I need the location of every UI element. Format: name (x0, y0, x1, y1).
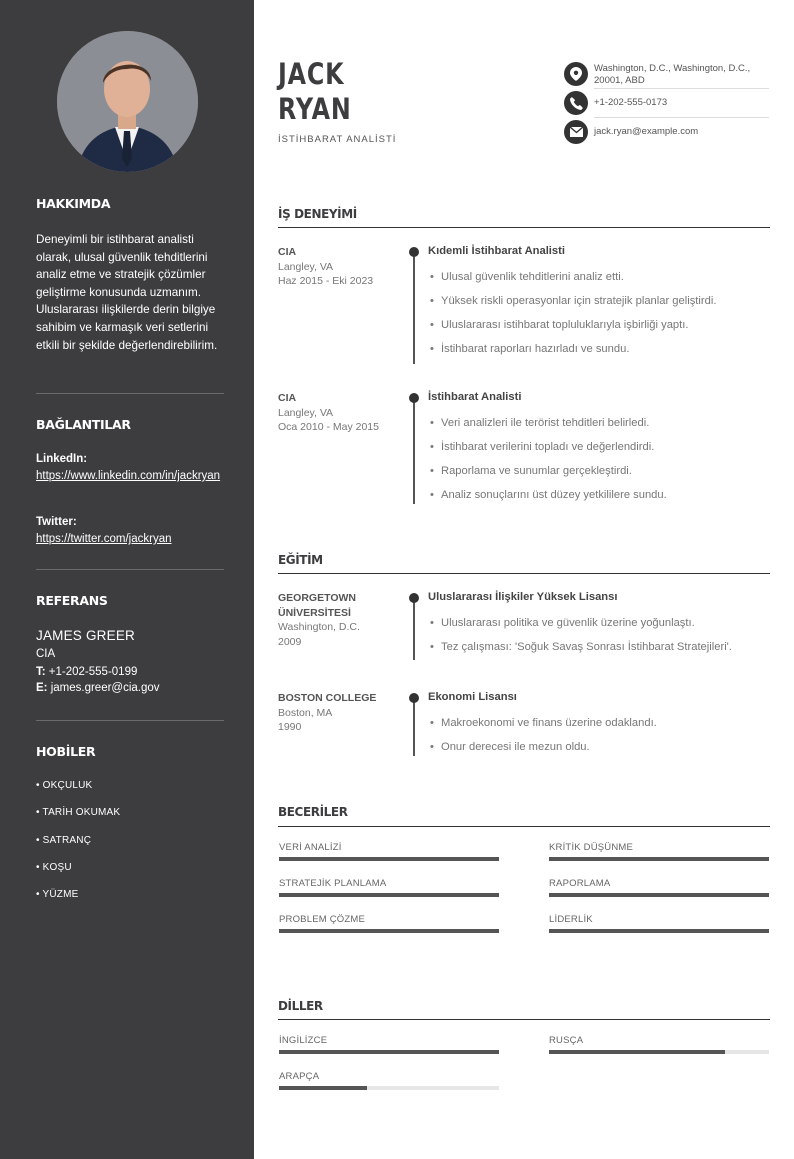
skill-bar-fill (549, 857, 769, 861)
section-divider (278, 826, 770, 827)
reference-org: CIA (36, 648, 56, 660)
linkedin-link[interactable]: https://www.linkedin.com/in/jackryan (36, 470, 221, 482)
skill-bar (279, 893, 499, 897)
skill-bar (549, 893, 769, 897)
timeline-dot (409, 247, 419, 257)
reference-phone (36, 666, 137, 678)
experience-bullet: • Ulusal güvenlik tehditlerini analiz etti. (430, 271, 624, 283)
skill-bar-fill (549, 929, 769, 933)
email-text[interactable]: jack.ryan@example.com (594, 126, 699, 137)
phone-text: +1-202-555-0173 (594, 97, 668, 108)
experience-org (278, 245, 398, 289)
language-label: RUSÇA (549, 1035, 584, 1046)
twitter-label: Twitter: (36, 516, 77, 528)
skills-heading: BECERİLER (278, 805, 348, 819)
education-bullet: • Tez çalışması: 'Soğuk Savaş Sonrası İstihbarat Stratejileri'. (430, 641, 732, 653)
role-title: İstihbarat Analisti (428, 391, 522, 403)
sidebar (0, 0, 254, 1159)
divider (36, 720, 224, 721)
education-org (278, 591, 398, 649)
address-text (594, 63, 769, 87)
experience-bullet: • Raporlama ve sunumlar gerçekleştirdi. (430, 465, 632, 477)
school-year: 1990 (278, 721, 302, 733)
reference-email-label: E: (36, 682, 48, 694)
skill-bar-fill (279, 857, 499, 861)
divider (36, 569, 224, 570)
school-name: BOSTON COLLEGE (278, 692, 377, 704)
org-location: Langley, VA (278, 260, 334, 273)
contact-divider (594, 88, 769, 89)
phone-icon (564, 91, 588, 115)
address-line-2: 20001, ABD (594, 75, 645, 86)
reference-email (36, 682, 160, 694)
job-title: İSTİHBARAT ANALİSTİ (278, 134, 397, 145)
experience-heading: İŞ DENEYİMİ (278, 207, 357, 221)
experience-bullet: • Veri analizleri ile terörist tehditleri belirledi. (430, 417, 649, 429)
language-bar-fill (279, 1050, 499, 1054)
language-bar (279, 1050, 499, 1054)
skill-bar-fill (279, 893, 499, 897)
experience-bullet: • İstihbarat raporları hazırladı ve sundu. (430, 343, 629, 355)
timeline-line (413, 398, 415, 504)
hobby-item: • OKÇULUK (36, 780, 93, 791)
hobby-item: • YÜZME (36, 889, 79, 900)
reference-email-value[interactable]: james.greer@cia.gov (50, 682, 160, 694)
skill-bar (549, 929, 769, 933)
skill-label: VERİ ANALİZİ (279, 842, 342, 853)
education-bullet: • Onur derecesi ile mezun oldu. (430, 741, 590, 753)
timeline-dot (409, 593, 419, 603)
school-name-line-2: ÜNİVERSİTESİ (278, 606, 351, 619)
experience-bullet: • Yüksek riskli operasyonlar için stratejik planlar geliştirdi. (430, 295, 716, 307)
school-location: Washington, D.C. (278, 621, 360, 633)
org-name: CIA (278, 392, 297, 404)
role-title: Kıdemli İstihbarat Analisti (428, 245, 565, 257)
last-name: RYAN (278, 92, 352, 126)
address-line-1: Washington, D.C., Washington, D.C., (594, 63, 751, 74)
candidate-name (278, 57, 368, 127)
hobby-item: • KOŞU (36, 862, 72, 873)
timeline-line (413, 698, 415, 756)
education-bullet: • Makroekonomi ve finans üzerine odaklandı. (430, 717, 657, 729)
about-text: Deneyimli bir istihbarat analisti olarak, ulusal güvenlik tehditlerini analiz etme ve stratejik çözümler geliştirme konusunda uzmanım. Uluslararası ilişkilerde derin bilgiye sahibim ve karmaşık veri setlerini etkili bir şekilde değerlendirebilirim. (36, 233, 218, 352)
hobby-item: • SATRANÇ (36, 835, 92, 846)
language-bar (279, 1086, 499, 1090)
timeline-line (413, 252, 415, 364)
school-year: 2009 (278, 635, 302, 648)
school-location: Boston, MA (278, 706, 333, 719)
skill-bar (279, 929, 499, 933)
skill-label: RAPORLAMA (549, 878, 611, 889)
mail-icon (564, 120, 588, 144)
degree-title: Uluslararası İlişkiler Yüksek Lisansı (428, 591, 618, 603)
divider (36, 393, 224, 394)
language-bar-fill (279, 1086, 367, 1090)
skill-bar (549, 857, 769, 861)
map-pin-icon (564, 62, 588, 86)
timeline-dot (409, 693, 419, 703)
hobbies-heading: HOBİLER (36, 744, 96, 759)
reference-phone-value: +1-202-555-0199 (48, 666, 138, 678)
languages-heading: DİLLER (278, 999, 323, 1013)
school-name-line-1: GEORGETOWN (278, 592, 356, 604)
profile-photo (57, 31, 198, 172)
skill-bar-fill (549, 893, 769, 897)
experience-bullet: • Analiz sonuçlarını üst düzey yetkililere sundu. (430, 489, 667, 501)
section-divider (278, 1019, 770, 1020)
skill-bar (279, 857, 499, 861)
org-dates: Haz 2015 - Eki 2023 (278, 275, 374, 287)
hobby-item: • TARİH OKUMAK (36, 807, 121, 818)
language-bar (549, 1050, 769, 1054)
degree-title: Ekonomi Lisansı (428, 691, 517, 703)
timeline-line (413, 598, 415, 660)
skill-bar-fill (279, 929, 499, 933)
portrait-illustration (57, 31, 198, 172)
timeline-dot (409, 393, 419, 403)
linkedin-label: LinkedIn: (36, 453, 88, 465)
skill-label: KRİTİK DÜŞÜNME (549, 842, 634, 853)
reference-heading: REFERANS (36, 593, 108, 608)
education-bullet: • Uluslararası politika ve güvenlik üzerine yoğunlaştı. (430, 617, 695, 629)
section-divider (278, 227, 770, 228)
reference-name: JAMES GREER (36, 628, 135, 643)
twitter-link[interactable]: https://twitter.com/jackryan (36, 533, 172, 545)
org-location: Langley, VA (278, 406, 334, 419)
reference-phone-label: T: (36, 666, 46, 678)
org-name: CIA (278, 246, 297, 258)
skill-label: STRATEJİK PLANLAMA (279, 878, 387, 889)
language-label: ARAPÇA (279, 1071, 320, 1082)
section-divider (278, 573, 770, 574)
experience-bullet: • İstihbarat verilerini topladı ve değerlendirdi. (430, 441, 654, 453)
experience-org (278, 391, 398, 435)
about-heading: HAKKIMDA (36, 196, 111, 211)
skill-label: PROBLEM ÇÖZME (279, 914, 365, 925)
language-label: İNGİLİZCE (279, 1035, 328, 1046)
education-heading: EĞİTİM (278, 553, 323, 567)
links-heading: BAĞLANTILAR (36, 417, 131, 432)
education-org (278, 691, 398, 735)
experience-bullet: • Uluslararası istihbarat topluluklarıyla işbirliği yaptı. (430, 319, 688, 331)
contact-divider (594, 117, 769, 118)
language-bar-fill (549, 1050, 725, 1054)
first-name: JACK (278, 57, 345, 91)
org-dates: Oca 2010 - May 2015 (278, 421, 379, 433)
skill-label: LİDERLİK (549, 914, 593, 925)
